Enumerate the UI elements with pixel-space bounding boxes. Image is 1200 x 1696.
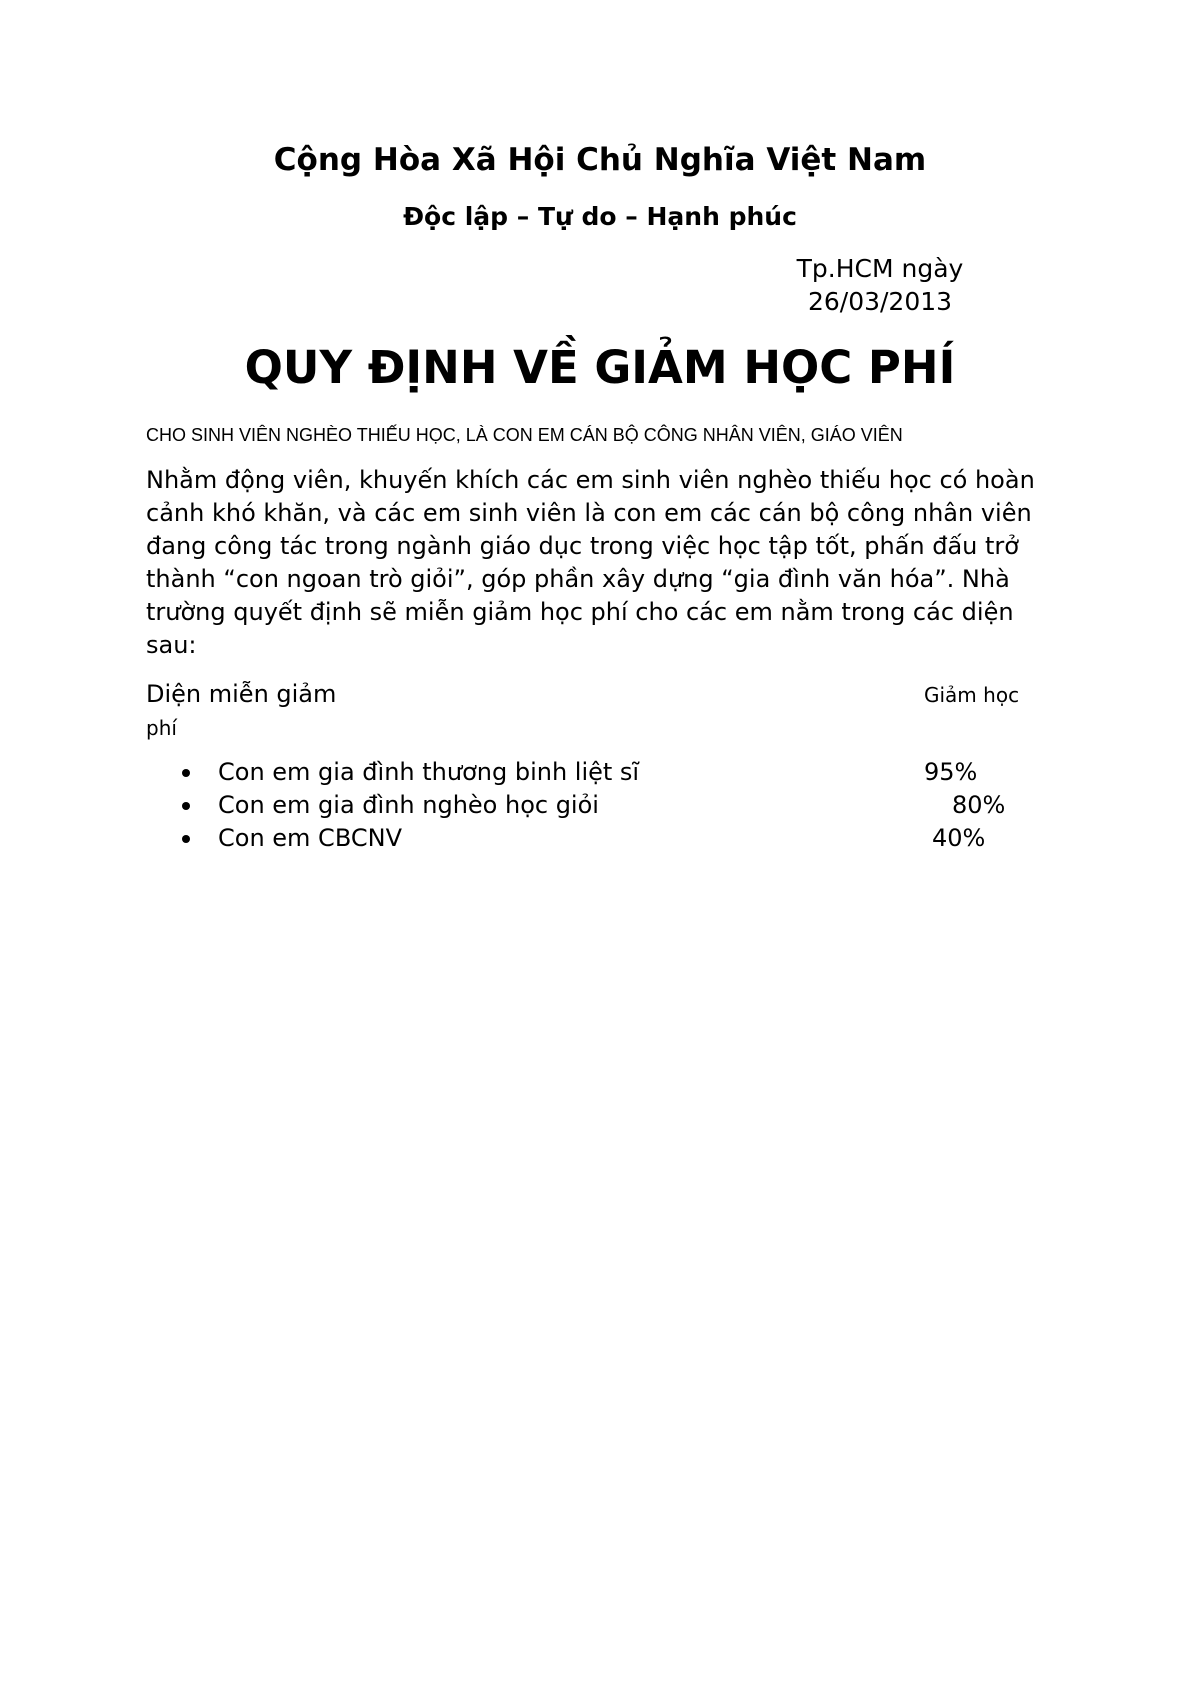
item-label: Con em gia đình thương binh liệt sĩ	[218, 758, 640, 786]
motto-heading: Độc lập – Tự do – Hạnh phúc	[403, 202, 797, 231]
nation-heading: Cộng Hòa Xã Hội Chủ Nghĩa Việt Nam	[273, 142, 927, 178]
bullet-icon	[182, 835, 190, 843]
list-item	[146, 756, 1026, 789]
item-label: Con em gia đình nghèo học giỏi	[218, 791, 599, 819]
reduction-list	[146, 756, 1026, 855]
list-item	[146, 822, 1026, 855]
intro-paragraph	[146, 464, 1046, 662]
item-label: Con em CBCNV	[218, 824, 402, 852]
intro-line: cảnh khó khăn, và các em sinh viên là con em các cán bộ công nhân viên	[146, 499, 1032, 527]
intro-line: trường quyết định sẽ miễn giảm học phí cho các em nằm trong các diện	[146, 598, 1014, 626]
item-value: 95%	[924, 758, 978, 786]
document-subtitle: CHO SINH VIÊN NGHÈO THIẾU HỌC, LÀ CON EM CÁN BỘ CÔNG NHÂN VIÊN, GIÁO VIÊN	[146, 425, 903, 445]
column-header-category: Diện miễn giảm	[146, 680, 337, 708]
intro-line: sau:	[146, 631, 197, 659]
date-place: Tp.HCM ngày	[796, 254, 964, 283]
item-value: 40%	[932, 824, 986, 852]
document-title: QUY ĐỊNH VỀ GIẢM HỌC PHÍ	[244, 341, 956, 394]
bullet-icon	[182, 802, 190, 810]
list-item	[146, 789, 1026, 822]
reduction-table-header	[146, 678, 1026, 748]
intro-line: thành “con ngoan trò giỏi”, góp phần xây dựng “gia đình văn hóa”. Nhà	[146, 565, 1010, 593]
column-header-reduction-wrap: phí	[146, 716, 177, 740]
column-header-reduction: Giảm học	[924, 683, 1020, 707]
item-value: 80%	[952, 791, 1006, 819]
date-value: 26/03/2013	[807, 287, 953, 316]
intro-line: đang công tác trong ngành giáo dục trong việc học tập tốt, phấn đấu trở	[146, 532, 1019, 560]
bullet-icon	[182, 769, 190, 777]
intro-line: Nhằm động viên, khuyến khích các em sinh viên nghèo thiếu học có hoàn	[146, 466, 1035, 494]
date-block	[780, 252, 980, 318]
